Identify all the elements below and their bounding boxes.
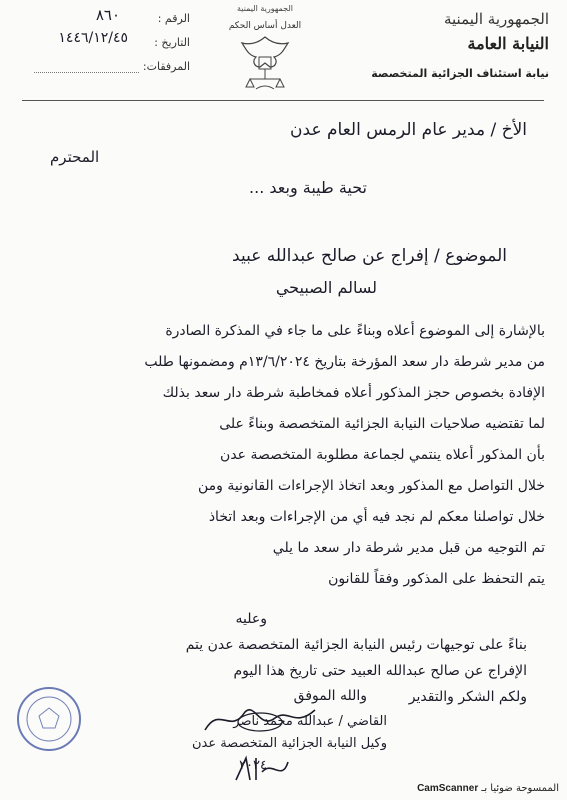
regards-line: والله الموفق [293, 688, 367, 704]
greeting-line: تحية طيبة وبعد ... [249, 178, 367, 197]
scanner-footer [417, 783, 559, 794]
date-value: ١٤٤٦/١٢/٤٥ [58, 30, 128, 46]
division-title: نيابة استئناف الجزائية المتخصصة [371, 67, 549, 80]
official-stamp-icon [14, 684, 84, 754]
authority-title: النيابة العامة [467, 34, 549, 53]
attachments-row [20, 60, 190, 84]
closing-line: الإفراج عن صالح عبدالله العبيد حتى تاريخ هذا اليوم [233, 663, 527, 679]
signatory-name: القاضي / عبدالله محمد ناصر [233, 714, 387, 729]
body-line: يتم التحفظ على المذكور وفقاً للقانون [328, 571, 545, 587]
body-line: بالإشارة إلى الموضوع أعلاه وبناءً على ما جاء في المذكرة الصادرة [165, 323, 545, 339]
header-divider [22, 100, 544, 101]
subject-line: الموضوع / إفراج عن صالح عبدالله عبيد [232, 246, 507, 266]
body-line: بأن المذكور أعلاه ينتمي لجماعة مطلوبة المتخصصة عدن [220, 447, 545, 463]
closing-line: وعليه [235, 611, 267, 627]
scanner-text: الممسوحة ضوئيا بـ [481, 783, 559, 794]
letter-body [25, 316, 545, 595]
attachments-label: المرفقات: [142, 60, 190, 73]
official-header [349, 10, 549, 80]
body-line: لما تقتضيه صلاحيات النيابة الجزائية المتخصصة وبناءً على [219, 416, 545, 432]
body-line: خلال التواصل مع المذكور وبعد اتخاذ الإجراءات القانونية ومن [197, 478, 545, 494]
republic-title: الجمهورية اليمنية [443, 10, 549, 28]
emblem-block [205, 4, 325, 91]
closing-line: بناءً على توجيهات رئيس النيابة الجزائية المتخصصة عدن يتم [185, 637, 527, 653]
number-label: الرقم : [157, 12, 190, 25]
closing-line: ولكم الشكر والتقدير [408, 689, 527, 705]
bottom-date: ٢٠٢٤ [239, 758, 267, 773]
number-value: ٨٦٠ [95, 6, 120, 24]
emblem-caption: الجمهورية اليمنية [236, 4, 293, 13]
reference-fields [20, 6, 190, 84]
body-line: تم التوجيه من قبل مدير شرطة دار سعد ما يلي [272, 540, 545, 556]
subject-line-2: لسالم الصبيحي [275, 278, 377, 297]
respect-word: المحترم [50, 148, 100, 166]
body-line: الإفادة بخصوص حجز المذكور أعلاه فمخاطبة شرطة دار سعد بذلك [162, 385, 545, 401]
initials-icon [232, 752, 292, 786]
motto: العدل أساس الحكم [228, 21, 302, 31]
signatory-title: وكيل النيابة الجزائية المتخصصة عدن [191, 736, 387, 751]
eagle-emblem-icon [230, 33, 300, 91]
body-line: من مدير شرطة دار سعد المؤرخة بتاريخ ١٣/٦/٢٠٢٤م ومضمونها طلب [144, 354, 545, 370]
date-label: التاريخ : [154, 36, 190, 49]
recipient-line: الأخ / مدير عام الرمس العام عدن [290, 120, 527, 140]
body-line: خلال تواصلنا معكم لم نجد فيه أي من الإجراءات وبعد اتخاذ [208, 509, 545, 525]
scanner-brand: CamScanner [417, 783, 479, 794]
signature-icon [200, 700, 320, 740]
date-row [20, 30, 190, 60]
closing-block [17, 606, 527, 710]
